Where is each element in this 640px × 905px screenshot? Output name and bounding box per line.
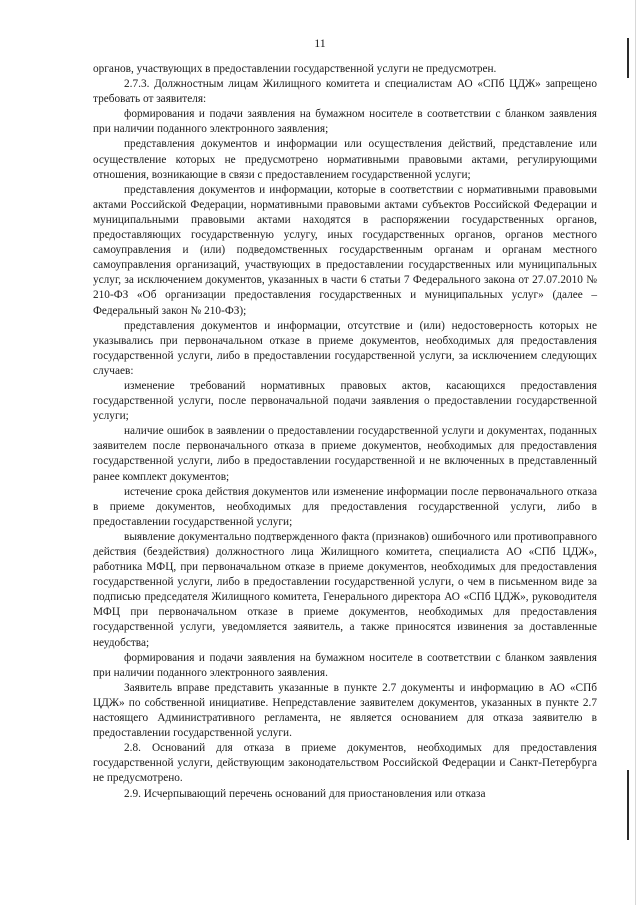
paragraph-continuation: органов, участвующих в предоставлении государственной услуги не предусмотрен. (93, 63, 497, 75)
paragraph-exception-misconduct: выявление документально подтвержденного факта (признаков) ошибочного или противоправного действия (бездействия) должностного лица Жилищного комитета, специалиста АО «СПб ЦДЖ», работника МФЦ, при первоначальном отказе в приеме документов, необходимых для предоставления государственной услуги, либо в предоставлении государственной услуги, о чем в письменном виде за подписью председателя Жилищного комитета, Генерального директора АО «СПб ЦДЖ», руководителя МФЦ при первоначальном отказе в приеме документов, необходимых для предоставления государственной услуги, уведомляется заявитель, а также приносятся извинения за доставленные неудобства; (93, 530, 597, 649)
page-body (93, 62, 597, 802)
paragraph-exception-errors: наличие ошибок в заявлении о предоставлении государственной услуги и документах, поданных заявителем после первоначального отказа в приеме документов, необходимых для предоставления государственной услуги, либо в предоставлении государственной и не включенных в представленный ранее комплект документов; (93, 425, 597, 483)
scan-mark-bottom (627, 770, 629, 840)
paragraph-unregulated-actions: представления документов и информации или осуществления действий, представление или осуществление которых не предусмотрено нормативными правовыми актами, регулирующими отношения, возникающие в связи с предоставлением государственной услуги; (93, 138, 597, 181)
paragraph-2-7-3: 2.7.3. Должностным лицам Жилищного комитета и специалистам АО «СПб ЦДЖ» запрещено требовать от заявителя: (93, 78, 597, 106)
paragraph-documents-in-possession: представления документов и информации, которые в соответствии с нормативными правовыми актами Российской Федерации, нормативными правовыми актами субъектов Российской Федерации и муниципальными правовыми актами находятся в распоряжении государственных органов, предоставляющих государственную услугу, иных государственных органов, органов местного самоуправления и (или) подведомственных государственным органам и органам местного самоуправления организаций, участвующих в предоставлении государственных или муниципальных услуг, за исключением документов, указанных в части 6 статьи 7 Федерального закона от 27.07.2010 № 210-ФЗ «Об организации предоставления государственных и муниципальных услуг» (далее – Федеральный закон № 210-ФЗ); (93, 183, 597, 317)
paragraph-own-initiative: Заявитель вправе представить указанные в пункте 2.7 документы и информацию в АО «СПб ЦДЖ» по собственной инициативе. Непредставление заявителем документов, указанных в пункте 2.7 настоящего Административного регламента, не является основанием для отказа заявителю в предоставлении государственной услуги. (93, 681, 597, 740)
page-number: 11 (314, 36, 326, 50)
scan-mark-top (627, 38, 629, 78)
paragraph-exception-requirements: изменение требований нормативных правовых актов, касающихся предоставления государственной услуги, после первоначальной подачи заявления о предоставлении государственной услуги; (93, 379, 597, 423)
paragraph-exception-expiry: истечение срока действия документов или изменение информации после первоначального отказа в приеме документов, необходимых для предоставления государственной услуги, либо в предоставлении государственной услуги; (93, 485, 597, 528)
paragraph-missing-documents: представления документов и информации, отсутствие и (или) недостоверность которых не указывались при первоначальном отказе в приеме документов, необходимых для предоставления государственной услуги, либо в предоставлении государственной услуги, за исключением следующих случаев: (93, 319, 597, 377)
paragraph-paper-form-repeat: формирования и подачи заявления на бумажном носителе в соответствии с бланком заявления при наличии поданного электронного заявления. (93, 651, 597, 679)
paragraph-2-8: 2.8. Оснований для отказа в приеме документов, необходимых для предоставления государственной услуги, действующим законодательством Российской Федерации и Санкт-Петербурга не предусмотрено. (93, 742, 597, 785)
paragraph-2-9: 2.9. Исчерпывающий перечень оснований для приостановления или отказа (124, 787, 486, 800)
paragraph-paper-form: формирования и подачи заявления на бумажном носителе в соответствии с бланком заявления при наличии поданного электронного заявления; (93, 108, 597, 136)
scan-edge-line (635, 0, 636, 905)
